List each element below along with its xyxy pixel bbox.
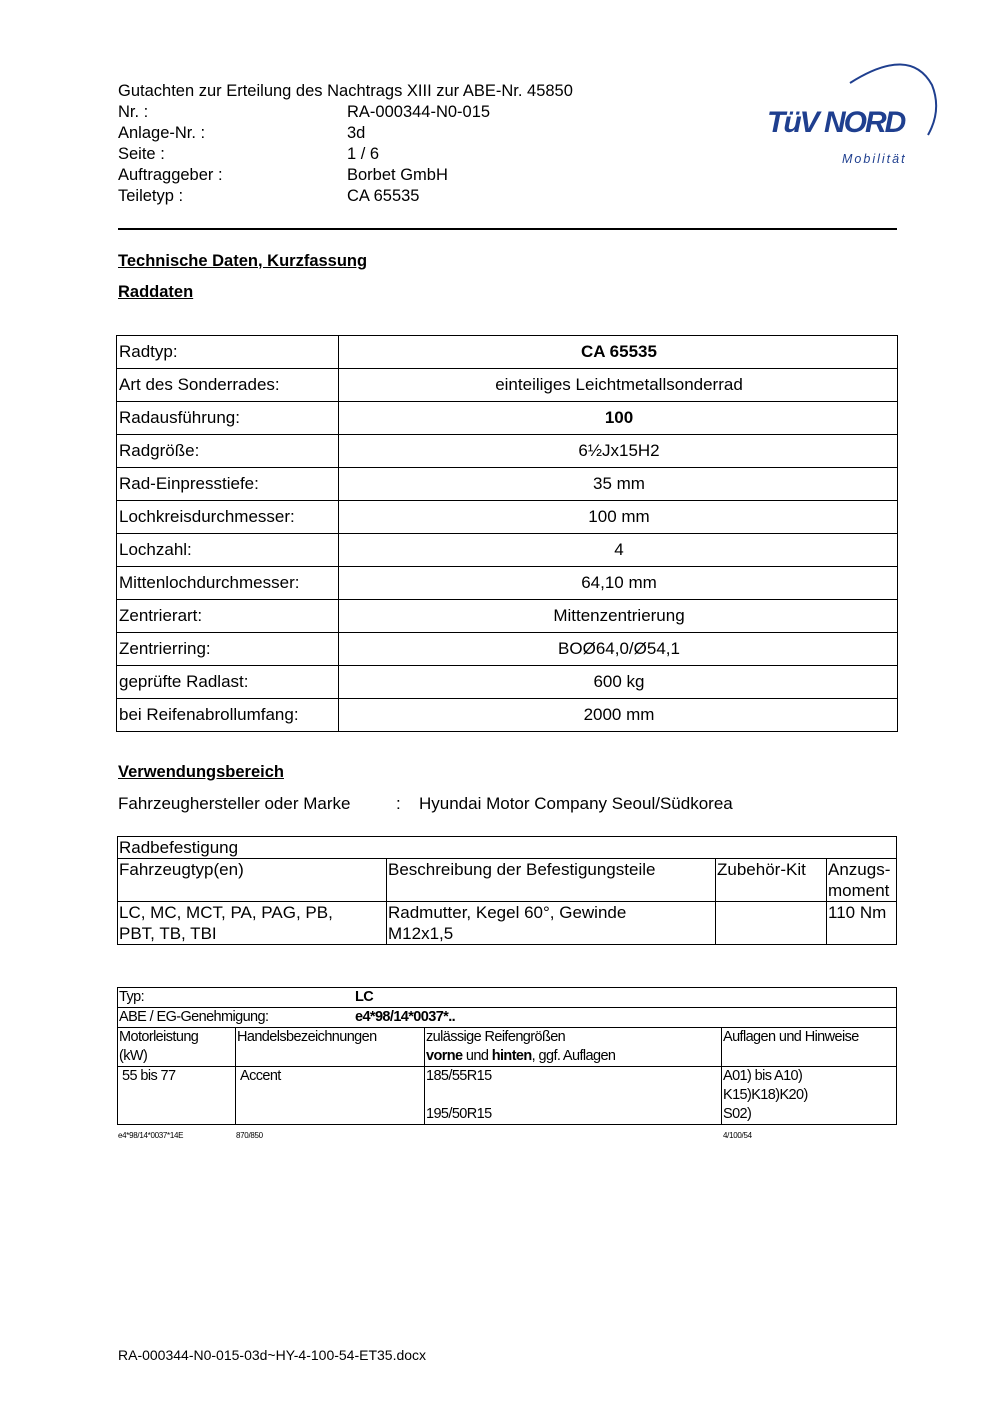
tiny-note-lk: 4/100/54 bbox=[723, 1131, 752, 1140]
cell-fahrzeugtypen bbox=[118, 902, 387, 945]
typ-label: Typ: bbox=[119, 989, 144, 1005]
document-title: Gutachten zur Erteilung des Nachtrags XIII zur ABE-Nr. 45850 bbox=[118, 82, 573, 100]
row-value: 2000 mm bbox=[339, 699, 898, 732]
verwendung-label: Fahrzeughersteller oder Marke bbox=[118, 794, 351, 813]
table-row bbox=[118, 988, 897, 1008]
row-value: 100 mm bbox=[339, 501, 898, 534]
table-row bbox=[118, 1008, 897, 1028]
header-auflagen: Auflagen und Hinweise bbox=[722, 1028, 897, 1067]
header-divider bbox=[118, 228, 897, 230]
logo-subtitle: Mobilität bbox=[842, 152, 907, 166]
cell-spacer bbox=[426, 1086, 720, 1105]
row-label: Zentrierring: bbox=[117, 633, 339, 666]
cell-line: S02) bbox=[723, 1106, 752, 1122]
header-anzugsmoment bbox=[827, 859, 897, 902]
row-label: Rad-Einpresstiefe: bbox=[117, 468, 339, 501]
logo-brand: TüV NORD bbox=[767, 106, 905, 139]
row-label: Lochzahl: bbox=[117, 534, 339, 567]
row-value: Mittenzentrierung bbox=[339, 600, 898, 633]
cell-line: zulässige Reifengrößen bbox=[426, 1029, 566, 1045]
table-row bbox=[118, 837, 897, 859]
raddaten-table bbox=[116, 335, 898, 732]
cell-auflagen bbox=[722, 1067, 897, 1125]
row-value: 4 bbox=[339, 534, 898, 567]
table-row bbox=[117, 435, 898, 468]
typ-row bbox=[118, 988, 897, 1008]
row-label: Radgröße: bbox=[117, 435, 339, 468]
header-value-anlage: 3d bbox=[347, 124, 366, 142]
row-label: Mittenlochdurchmesser: bbox=[117, 567, 339, 600]
verwendung-separator: : bbox=[396, 794, 401, 813]
header-value-nr: RA-000344-N0-015 bbox=[347, 103, 491, 121]
header-label-teiletyp: Teiletyp : bbox=[118, 187, 184, 205]
cell-line: Radmutter, Kegel 60°, Gewinde bbox=[388, 903, 627, 922]
reifen-vorne: vorne bbox=[426, 1048, 463, 1064]
table-row bbox=[117, 468, 898, 501]
cell-line: (kW) bbox=[119, 1048, 148, 1064]
table-row bbox=[117, 336, 898, 369]
cell-line bbox=[426, 1047, 720, 1066]
table-row bbox=[117, 402, 898, 435]
cell-handel: Accent bbox=[236, 1067, 425, 1125]
row-label: Art des Sonderrades: bbox=[117, 369, 339, 402]
header-reifengroessen bbox=[425, 1028, 722, 1067]
row-value: 35 mm bbox=[339, 468, 898, 501]
row-label: bei Reifenabrollumfang: bbox=[117, 699, 339, 732]
befestigung-table bbox=[117, 836, 897, 945]
abe-label: ABE / EG-Genehmigung: bbox=[119, 1009, 269, 1025]
header-handelsbezeichnungen: Handelsbezeichnungen bbox=[236, 1028, 425, 1067]
header-zubehoer-kit: Zubehör-Kit bbox=[716, 859, 827, 902]
reifen-rest: , ggf. Auflagen bbox=[531, 1048, 616, 1064]
reifen-hinten: hinten bbox=[491, 1048, 532, 1064]
typ-table bbox=[117, 987, 897, 1125]
header-beschreibung: Beschreibung der Befestigungsteile bbox=[387, 859, 716, 902]
table-row bbox=[118, 1067, 897, 1125]
reifen-und: und bbox=[462, 1048, 492, 1064]
table-row bbox=[118, 902, 897, 945]
table-row bbox=[118, 859, 897, 902]
table-row bbox=[117, 699, 898, 732]
row-value: einteiliges Leichtmetallsonderrad bbox=[339, 369, 898, 402]
abe-value: e4*98/14*0037*.. bbox=[355, 1009, 456, 1025]
header-label-seite: Seite : bbox=[118, 145, 165, 163]
befestigung-title: Radbefestigung bbox=[118, 837, 897, 859]
table-row bbox=[117, 633, 898, 666]
header-label-anlage: Anlage-Nr. : bbox=[118, 124, 206, 142]
row-label: Radausführung: bbox=[117, 402, 339, 435]
header-label-nr: Nr. : bbox=[118, 103, 149, 121]
table-row bbox=[117, 567, 898, 600]
cell-motor: 55 bis 77 bbox=[118, 1067, 236, 1125]
cell-line: M12x1,5 bbox=[388, 924, 454, 943]
row-value: 600 kg bbox=[339, 666, 898, 699]
cell-line: K15)K18)K20) bbox=[723, 1087, 808, 1103]
row-value: 64,10 mm bbox=[339, 567, 898, 600]
header-anzugsmoment-line2: moment bbox=[828, 881, 890, 900]
section-raddaten: Raddaten bbox=[118, 283, 194, 301]
cell-zubehoer-kit bbox=[716, 902, 827, 945]
row-value: 100 bbox=[339, 402, 898, 435]
header-label-auftraggeber: Auftraggeber : bbox=[118, 166, 223, 184]
cell-line: 195/50R15 bbox=[426, 1106, 492, 1122]
cell-line: Motorleistung bbox=[119, 1029, 199, 1045]
cell-beschreibung bbox=[387, 902, 716, 945]
abe-row bbox=[118, 1008, 897, 1028]
header-anzugsmoment-line1: Anzugs- bbox=[828, 860, 891, 879]
cell-line: LC, MC, MCT, PA, PAG, PB, bbox=[119, 903, 333, 922]
header-value-teiletyp: CA 65535 bbox=[347, 187, 420, 205]
row-label: Radtyp: bbox=[117, 336, 339, 369]
table-row bbox=[117, 600, 898, 633]
row-value: BOØ64,0/Ø54,1 bbox=[339, 633, 898, 666]
header-value-auftraggeber: Borbet GmbH bbox=[347, 166, 448, 184]
cell-line: 185/55R15 bbox=[426, 1068, 492, 1084]
cell-reifen bbox=[425, 1067, 722, 1125]
table-row bbox=[117, 369, 898, 402]
row-label: Lochkreisdurchmesser: bbox=[117, 501, 339, 534]
row-value: 6½Jx15H2 bbox=[339, 435, 898, 468]
table-row bbox=[118, 1028, 897, 1067]
row-label: Zentrierart: bbox=[117, 600, 339, 633]
cell-anzugsmoment: 110 Nm bbox=[827, 902, 897, 945]
typ-value: LC bbox=[355, 989, 374, 1005]
cell-line: PBT, TB, TBI bbox=[119, 924, 217, 943]
row-label: geprüfte Radlast: bbox=[117, 666, 339, 699]
tiny-note-pruef: 870/850 bbox=[236, 1131, 263, 1140]
header-motorleistung bbox=[118, 1028, 236, 1067]
tiny-note-abe: e4*98/14*0037*14E bbox=[118, 1131, 184, 1140]
row-value: CA 65535 bbox=[339, 336, 898, 369]
footer-filename: RA-000344-N0-015-03d~HY-4-100-54-ET35.docx bbox=[118, 1347, 427, 1363]
verwendung-value: Hyundai Motor Company Seoul/Südkorea bbox=[419, 794, 733, 813]
section-verwendungsbereich: Verwendungsbereich bbox=[118, 763, 284, 781]
header-value-seite: 1 / 6 bbox=[347, 145, 380, 163]
section-technische-daten: Technische Daten, Kurzfassung bbox=[118, 252, 368, 270]
table-row bbox=[117, 666, 898, 699]
table-row bbox=[117, 534, 898, 567]
header-fahrzeugtyp: Fahrzeugtyp(en) bbox=[118, 859, 387, 902]
cell-line: A01) bis A10) bbox=[723, 1068, 803, 1084]
table-row bbox=[117, 501, 898, 534]
